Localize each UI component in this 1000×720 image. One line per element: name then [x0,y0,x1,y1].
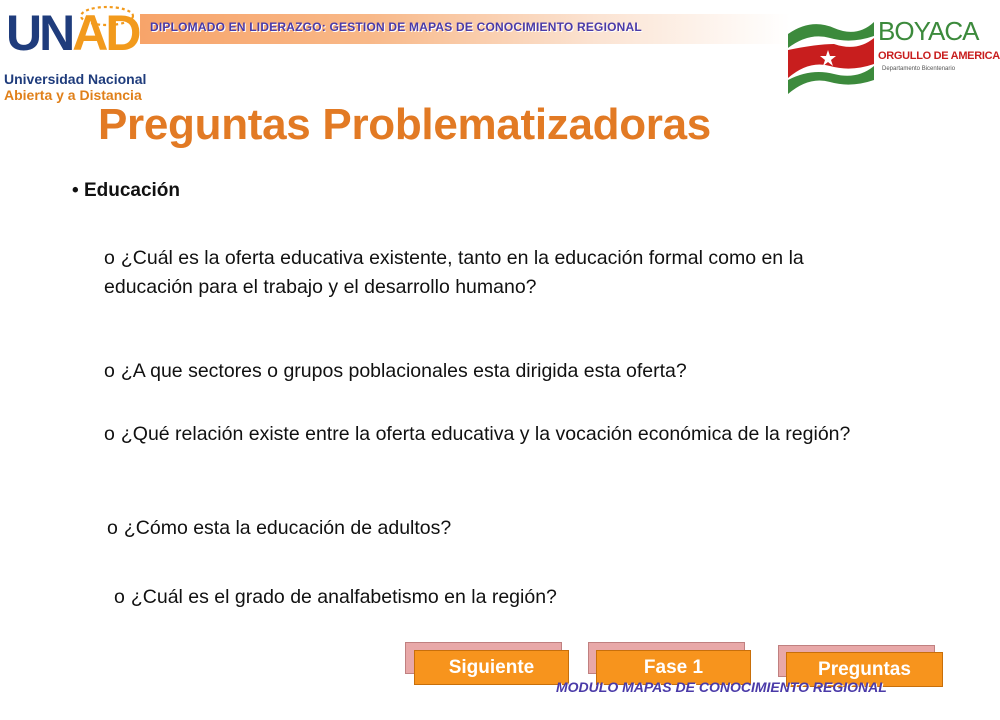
unad-logo-word [6,5,139,61]
question-text: ¿Cuál es el grado de analfabetismo en la región? [130,586,557,608]
header-banner-text: DIPLOMADO EN LIDERAZGO: GESTION DE MAPAS DE CONOCIMIENTO REGIONAL [150,20,642,34]
question-text: ¿Cómo esta la educación de adultos? [123,517,452,539]
unad-logo-ad: AD [72,5,139,61]
question-marker: o [114,586,125,608]
question-item [104,357,864,386]
next-button[interactable]: Siguiente [414,650,569,685]
page-title: Preguntas Problematizadoras [98,100,711,149]
unad-logo [2,2,147,110]
questions-button[interactable]: Preguntas [786,652,943,687]
phase-1-button[interactable]: Fase 1 [596,650,751,685]
boyaca-logo-subtitle: Departamento Bicentenario [882,66,956,72]
section-heading [72,180,180,202]
section-bullet: • [72,180,79,201]
boyaca-logo-tagline: ORGULLO DE AMERICA [878,50,1000,62]
boyaca-logo-name: BOYACA [878,16,979,46]
question-item [107,514,867,543]
section-label: Educación [83,180,181,201]
question-item [104,420,894,449]
question-text: ¿Cuál es la oferta educativa existente, tanto en la educación formal como en la educación para el trabajo y el desarrollo humano? [104,247,804,298]
question-item [104,244,864,302]
question-item [114,583,874,612]
question-text: ¿A que sectores o grupos poblacionales esta dirigida esta oferta? [120,360,687,382]
footer-module-text: MODULO MAPAS DE CONOCIMIENTO REGIONAL [556,679,887,695]
unad-logo-line1: Universidad Nacional [4,71,147,87]
boyaca-logo [786,10,1000,98]
question-marker: o [104,360,115,382]
question-marker: o [107,517,118,539]
boyaca-flag-icon [786,14,876,96]
question-marker: o [104,247,115,269]
question-text: ¿Qué relación existe entre la oferta educativa y la vocación económica de la región? [120,423,851,445]
question-marker: o [104,423,115,445]
unad-logo-un: UN [6,5,73,61]
unad-logo-line2: Abierta y a Distancia [4,87,142,103]
